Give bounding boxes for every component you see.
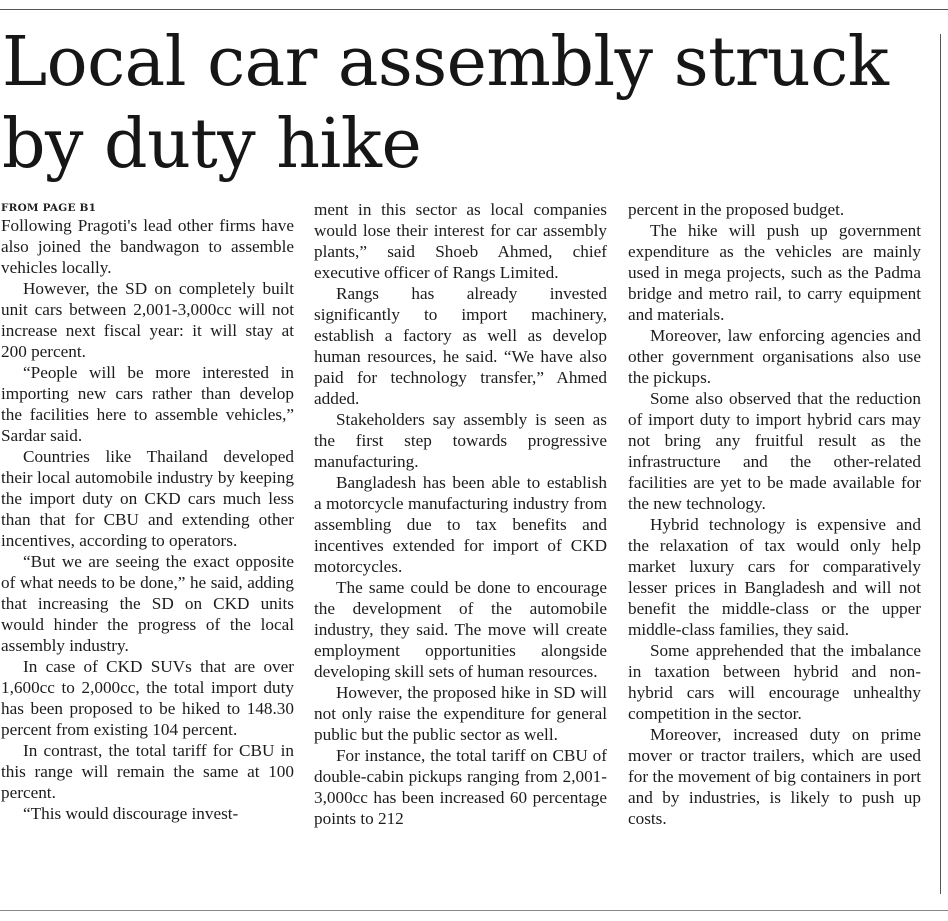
- paragraph: Hybrid technology is expensive and the relaxation of tax would only help market luxury cars for comparatively lesser prices in Bangladesh and will not benefit the middle-class or the upper middle-class families, they said.: [628, 515, 921, 639]
- article-column-1: [1, 201, 294, 824]
- paragraph: Rangs has already invested significantly to import machinery, establish a factory as well as develop human resources, he said. “We have also paid for technology transfer,” Ahmed added.: [314, 284, 607, 408]
- paragraph: However, the SD on completely built unit cars between 2,001-3,000cc will not increase next fiscal year: it will stay at 200 percent.: [1, 279, 294, 361]
- paragraph: Moreover, law enforcing agencies and other government organisations also use the pickups.: [628, 326, 921, 387]
- top-rule: [0, 9, 948, 10]
- paragraph: percent in the proposed budget.: [628, 200, 845, 219]
- paragraph: For instance, the total tariff on CBU of double-cabin pickups ranging from 2,001-3,000cc has been increased 60 percentage points to 212: [314, 746, 607, 828]
- paragraph: The same could be done to encourage the development of the automobile industry, they said. The move will create employment opportunities alongside developing skill sets of human resources.: [314, 578, 607, 681]
- bottom-rule: [0, 910, 948, 911]
- paragraph: In contrast, the total tariff for CBU in this range will remain the same at 100 percent.: [1, 741, 294, 802]
- headline: Local car assembly struck by duty hike: [2, 23, 889, 184]
- column-rule-right: [940, 34, 941, 894]
- article-column-3: [628, 199, 921, 829]
- paragraph: Countries like Thailand developed their local automobile industry by keeping the import duty on CKD cars much less than that for CBU and extending other incentives, according to operators.: [1, 447, 294, 550]
- paragraph: “This would discourage invest-: [23, 804, 239, 823]
- paragraph: ment in this sector as local companies would lose their interest for car assembly plants,” said Shoeb Ahmed, chief executive officer of Rangs Limited.: [314, 200, 607, 282]
- paragraph: The hike will push up government expenditure as the vehicles are mainly used in mega projects, such as the Padma bridge and metro rail, to carry equipment and materials.: [628, 221, 921, 324]
- paragraph: Some apprehended that the imbalance in taxation between hybrid and non-hybrid cars will encourage unhealthy competition in the sector.: [628, 641, 921, 723]
- paragraph: Bangladesh has been able to establish a motorcycle manufacturing industry from assembling due to tax benefits and incentives extended for import of CKD motorcycles.: [314, 473, 607, 576]
- paragraph: In case of CKD SUVs that are over 1,600cc to 2,000cc, the total import duty has been proposed to be hiked to 148.30 percent from existing 104 percent.: [1, 657, 294, 739]
- paragraph: Following Pragoti's lead other firms have also joined the bandwagon to assemble vehicles locally.: [1, 216, 294, 277]
- dateline: FROM PAGE B1: [1, 202, 97, 214]
- paragraph: Moreover, increased duty on prime mover or tractor trailers, which are used for the movement of big containers in port and by industries, is likely to push up costs.: [628, 725, 921, 828]
- paragraph: Some also observed that the reduction of import duty to import hybrid cars may not bring any fruitful result as the infrastructure and the other-related facilities are yet to be made available for the new technology.: [628, 389, 921, 513]
- article-column-2: [314, 199, 607, 829]
- paragraph: However, the proposed hike in SD will not only raise the expenditure for general public but the public sector as well.: [314, 683, 607, 744]
- paragraph: “But we are seeing the exact opposite of what needs to be done,” he said, adding that increasing the SD on CKD units would hinder the progress of the local assembly industry.: [1, 552, 294, 655]
- paragraph: Stakeholders say assembly is seen as the first step towards progressive manufacturing.: [314, 410, 607, 471]
- paragraph: “People will be more interested in importing new cars rather than develop the facilities here to assemble vehicles,” Sardar said.: [1, 363, 294, 445]
